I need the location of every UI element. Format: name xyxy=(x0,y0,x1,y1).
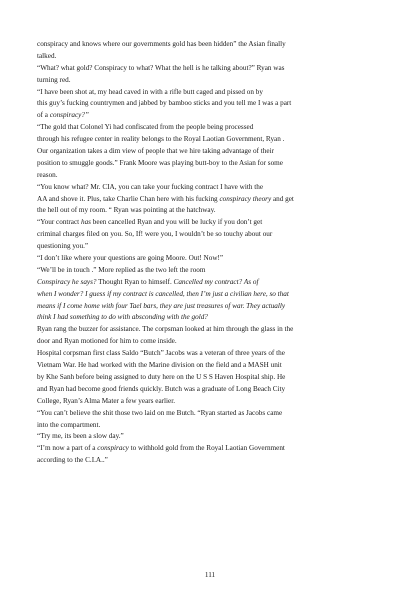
text-run: AA and shove it. Plus, take Charlie Chan here with his fucking xyxy=(37,194,220,203)
text-run: Thought Ryan to himself. xyxy=(96,277,174,286)
text-run: questioning you.” xyxy=(37,242,89,251)
text-line xyxy=(37,51,387,63)
italic-text-run: conspiracy xyxy=(97,444,129,453)
text-run: reason. xyxy=(37,170,58,179)
text-line xyxy=(37,110,387,122)
text-run: “The gold that Colonel Yi had confiscated from the people being processed xyxy=(37,123,254,132)
text-line xyxy=(37,265,387,277)
text-line xyxy=(37,289,387,301)
text-line xyxy=(37,229,387,241)
text-line xyxy=(37,158,387,170)
text-run: been cancelled Ryan and you will be lucky if you don’t get xyxy=(90,218,263,227)
text-line xyxy=(37,98,387,110)
text-run: into the compartment. xyxy=(37,420,101,429)
text-run: turning red. xyxy=(37,75,71,84)
text-run: conspiracy and knows where our governments gold has been hidden” the Asian finally xyxy=(37,40,286,48)
text-run: talked. xyxy=(37,51,57,60)
italic-text-run: Cancelled my contract? As of xyxy=(173,277,259,286)
text-run: Vietnam War. He had worked with the Marine division on the field and a MASH unit xyxy=(37,361,282,370)
text-line xyxy=(37,134,387,146)
text-run: door and Ryan motioned for him to come inside. xyxy=(37,337,177,346)
text-line xyxy=(37,431,387,443)
text-run: by Khe Sanh before being assigned to duty here on the U S S Haven Hospital ship. He xyxy=(37,372,286,381)
text-line xyxy=(37,194,387,206)
text-line xyxy=(37,63,387,75)
text-run: to withhold gold from the Royal Laotian Government xyxy=(128,444,285,453)
italic-text-run: means if I come home with four Tael bars, they are just treasures of war. They actually xyxy=(37,301,286,310)
text-run: “I’m now a part of a xyxy=(37,444,98,453)
text-line xyxy=(37,217,387,229)
text-line xyxy=(37,372,387,384)
text-run: and Ryan had become good friends quickly. Butch was a graduate of Long Beach City xyxy=(37,384,286,393)
text-line xyxy=(37,301,387,313)
text-run: College, Ryan’s Alma Mater a few years earlier. xyxy=(37,396,176,405)
text-run: “I have been shot at, my head caved in with a rifle butt caged and pissed on by xyxy=(37,87,263,96)
text-line xyxy=(37,443,387,455)
text-run: “What? what gold? Conspiracy to what? What the hell is he talking about?” Ryan was xyxy=(37,63,285,72)
text-line xyxy=(37,360,387,372)
text-line xyxy=(37,39,387,51)
text-run: through his refugee center in reality belongs to the Royal Laotian Government, Ryan . xyxy=(37,135,285,144)
text-line xyxy=(37,312,387,324)
body-text xyxy=(37,39,387,467)
text-line xyxy=(37,336,387,348)
text-run: Ryan rang the buzzer for assistance. The corpsman looked at him through the glass in the xyxy=(37,325,294,334)
text-line xyxy=(37,408,387,420)
text-line xyxy=(37,146,387,158)
italic-text-run: Conspiracy he says? xyxy=(37,277,97,286)
text-line xyxy=(37,241,387,253)
text-run: “Try me, its been a slow day.” xyxy=(37,432,124,441)
text-line xyxy=(37,348,387,360)
italic-text-run: has xyxy=(80,218,91,227)
italic-text-run: think I had something to do with absconding with the gold? xyxy=(37,313,208,322)
text-run: the hell out of my room. “ Ryan was pointing at the hatchway. xyxy=(37,206,216,215)
text-run: and get xyxy=(271,194,294,203)
text-run: “You know what? Mr. CIA, you can take your fucking contract I have with the xyxy=(37,182,264,191)
text-line xyxy=(37,122,387,134)
text-line xyxy=(37,253,387,265)
text-run: criminal charges filed on you. So, If! were you, I wouldn’t be so touchy about our xyxy=(37,230,273,239)
text-run: “You can’t believe the shit those two laid on me Butch. “Ryan started as Jacobs came xyxy=(37,408,283,417)
text-line xyxy=(37,455,387,467)
text-line xyxy=(37,87,387,99)
text-run: “We’ll be in touch .” More replied as the two left the room xyxy=(37,265,206,274)
text-run: position to smuggle goods.” Frank Moore was playing butt-boy to the Asian for some xyxy=(37,158,283,167)
text-line xyxy=(37,182,387,194)
text-line xyxy=(37,324,387,336)
text-line xyxy=(37,75,387,87)
text-run: Our organization takes a dim view of people that we hire taking advantage of their xyxy=(37,147,274,156)
italic-text-run: conspiracy?” xyxy=(49,111,89,120)
italic-text-run: when I wonder? I guess if my contract is cancelled, then I’m just a civilian here, so that xyxy=(37,289,289,298)
text-run: Hospital corpsman first class Saldo “Butch” Jacobs was a veteran of three years of the xyxy=(37,349,285,358)
text-run: of a xyxy=(37,111,50,120)
text-line xyxy=(37,277,387,289)
text-line xyxy=(37,396,387,408)
text-run: this guy’s fucking countrymen and jabbed by bamboo sticks and you tell me I was a part xyxy=(37,99,292,108)
text-run: “Your contract xyxy=(37,218,81,227)
text-line xyxy=(37,205,387,217)
text-run: according to the C.I.A..” xyxy=(37,456,108,465)
text-line xyxy=(37,420,387,432)
text-line xyxy=(37,170,387,182)
italic-text-run: conspiracy theory xyxy=(219,194,272,203)
text-line xyxy=(37,384,387,396)
page-number: 111 xyxy=(204,571,216,579)
text-run: “I don’t like where your questions are going Moore. Out! Now!” xyxy=(37,254,224,263)
